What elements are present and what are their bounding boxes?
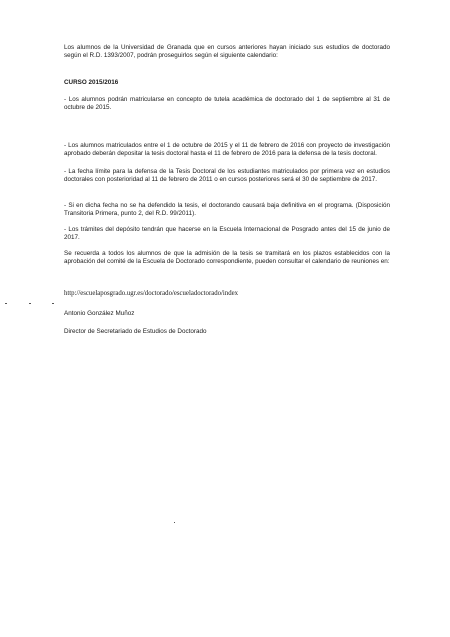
margin-mark [52, 303, 54, 304]
margin-mark [29, 303, 31, 304]
intro-paragraph: Los alumnos de la Universidad de Granada que en cursos anteriores hayan iniciado sus estudios de doctorado según el R.D. 1393/2007, podrán proseguirlos según el siguiente calendario: [64, 44, 390, 60]
reminder-paragraph: Se recuerda a todos los alumnos de que la admisión de la tesis se tramitará en los plazos establecidos con la aprobación del comité de la Escuela de Doctorado correspondiente, pueden consultar el calendario de reuniones en: [64, 250, 390, 266]
enrollment-paragraph: - Los alumnos podrán matricularse en concepto de tutela académica de doctorado del 1 de septiembre al 31 de octubre de 2015. [64, 96, 390, 112]
signatory-name: Antonio González Muñoz [64, 310, 135, 317]
withdrawal-paragraph: - Si en dicha fecha no se ha defendido la tesis, el doctorando causará baja definitiva en el programa. (Disposición Transitoria Primera, punto 2, del R.D. 99/2011). [64, 202, 390, 218]
procedure-paragraph: - Los trámites del depósito tendrán que hacerse en la Escuela Internacional de Posgrado antes del 15 de junio de 2017. [64, 226, 390, 242]
deadline-paragraph: - La fecha límite para la defensa de la Tesis Doctoral de los estudiantes matriculados por primera vez en estudios doctorales con posterioridad al 11 de febrero de 2011 o en cursos posteriores será el 30 de septiembre de 2017. [64, 168, 390, 184]
bottom-mark [174, 522, 175, 523]
course-heading: CURSO 2015/2016 [64, 79, 119, 86]
margin-mark [5, 303, 7, 304]
calendar-link[interactable]: http://escuelaposgrado.ugr.es/doctorado/escueladoctorado/index [64, 290, 239, 297]
signatory-title: Director de Secretariado de Estudios de Doctorado [64, 328, 207, 335]
deposit-paragraph: - Los alumnos matriculados entre el 1 de octubre de 2015 y el 11 de febrero de 2016 con proyecto de investigación aprobado deberán depositar la tesis doctoral hasta el 11 de febrero de 2016 para la defensa de la tesis doctoral. [64, 142, 390, 158]
